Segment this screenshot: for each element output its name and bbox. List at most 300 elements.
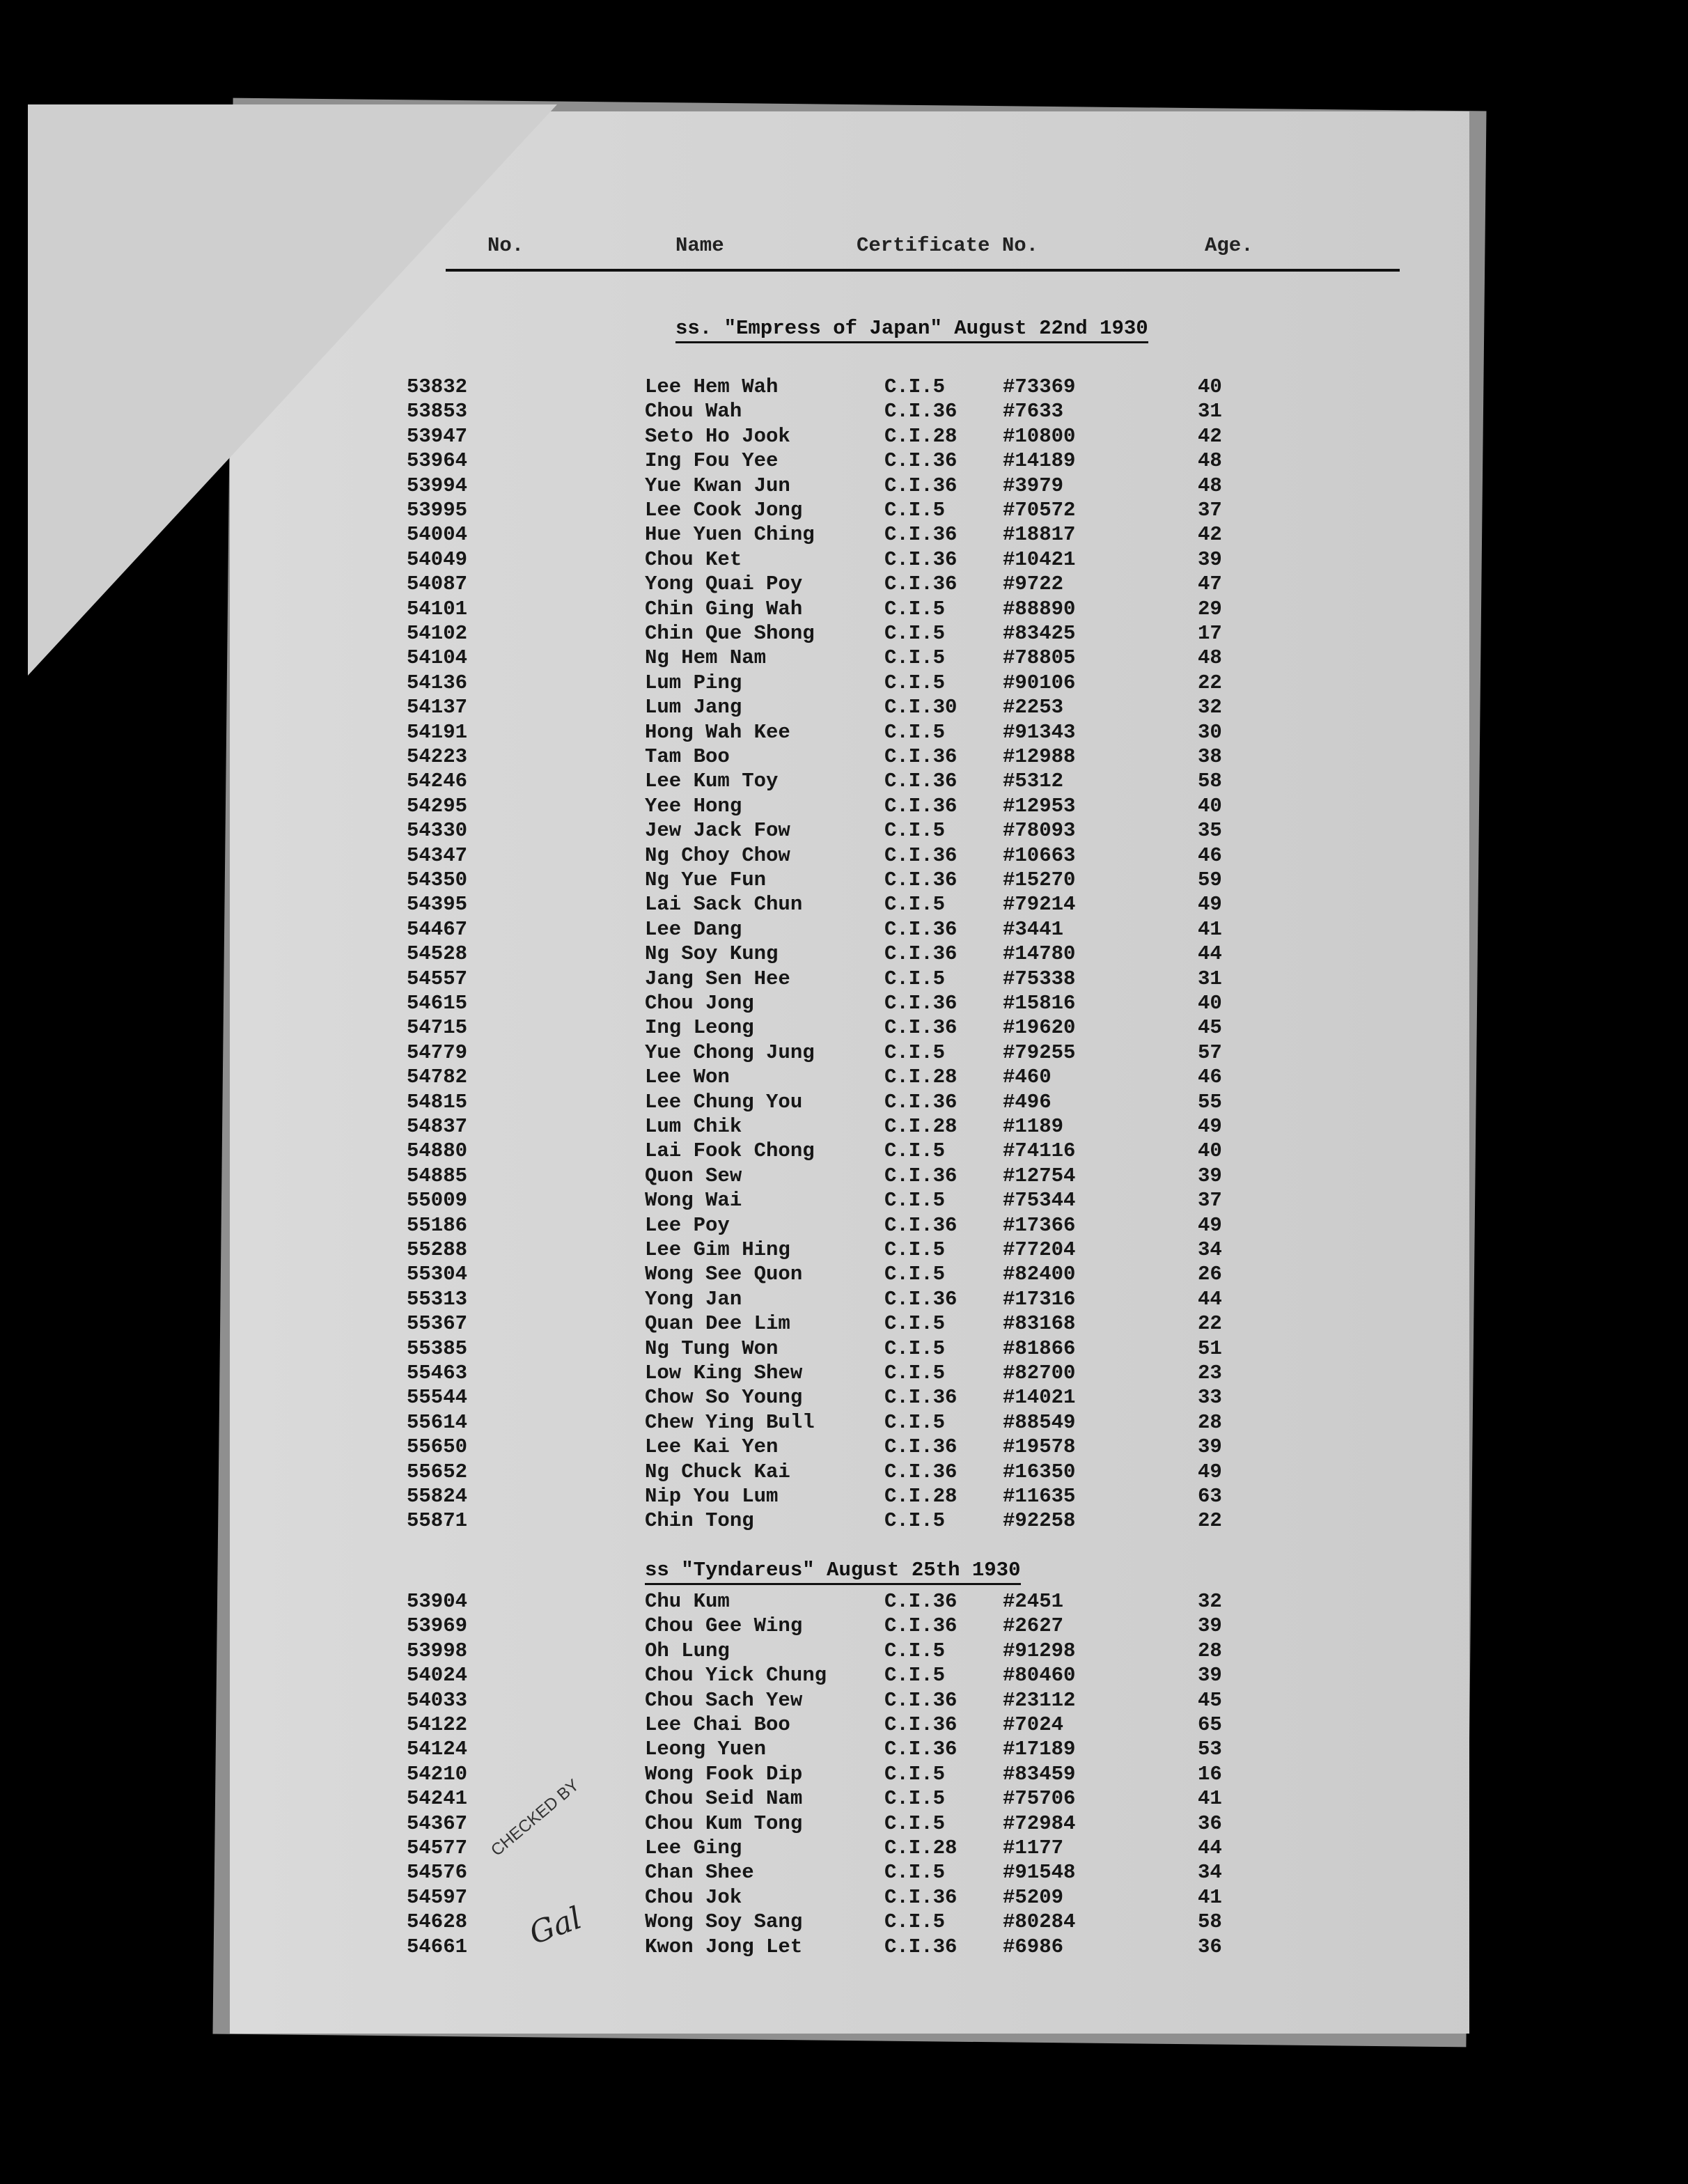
- record-number: 54837: [407, 1115, 468, 1138]
- record-number: 54576: [407, 1861, 468, 1885]
- record-number: 54577: [407, 1836, 468, 1859]
- record-number: 54779: [407, 1040, 468, 1064]
- record-number: 54124: [407, 1738, 468, 1761]
- age: 47: [1198, 572, 1222, 596]
- certificate-number: #7633: [1003, 400, 1064, 423]
- person-name: Lee Kai Yen: [645, 1435, 779, 1459]
- age: 40: [1198, 794, 1222, 818]
- age: 23: [1198, 1362, 1222, 1384]
- person-name: Yue Chong Jung: [645, 1040, 815, 1064]
- person-name: Ng Choy Chow: [645, 843, 790, 867]
- certificate-number: #16350: [1003, 1460, 1076, 1483]
- ci-class: C.I.5: [884, 597, 946, 621]
- age: 17: [1198, 622, 1222, 645]
- record-number: 54330: [407, 819, 468, 843]
- record-row: [0, 375, 1688, 399]
- record-number: 53964: [407, 449, 468, 473]
- handwritten-initials: Gal: [524, 1900, 586, 1952]
- record-row: [0, 1090, 1688, 1114]
- age: 40: [1198, 375, 1222, 398]
- record-number: 54367: [407, 1811, 468, 1835]
- certificate-number: #19578: [1003, 1435, 1076, 1459]
- person-name: Lai Fook Chong: [645, 1139, 815, 1163]
- ci-class: C.I.28: [884, 424, 958, 448]
- certificate-number: #88549: [1003, 1410, 1076, 1434]
- record-number: 54350: [407, 868, 468, 891]
- record-number: 54210: [407, 1762, 468, 1786]
- age: 32: [1198, 1590, 1222, 1613]
- ci-class: C.I.5: [884, 499, 946, 522]
- person-name: Yong Quai Poy: [645, 572, 803, 596]
- age: 40: [1198, 992, 1222, 1015]
- person-name: Wong Soy Sang: [645, 1910, 803, 1934]
- age: 34: [1198, 1861, 1222, 1885]
- record-row: [0, 474, 1688, 498]
- ci-class: C.I.36: [884, 1016, 958, 1040]
- age: 45: [1198, 1688, 1222, 1712]
- record-number: 54628: [407, 1910, 468, 1934]
- record-row: [0, 522, 1688, 547]
- record-number: 53969: [407, 1614, 468, 1638]
- certificate-number: #10421: [1003, 547, 1076, 571]
- record-row: [0, 646, 1688, 670]
- record-number: 54223: [407, 745, 468, 768]
- person-name: Lee Chai Boo: [645, 1713, 790, 1736]
- person-name: Chew Ying Bull: [645, 1410, 815, 1434]
- record-number: 54347: [407, 843, 468, 867]
- certificate-number: #23112: [1003, 1688, 1076, 1712]
- record-number: 54024: [407, 1664, 468, 1687]
- age: 51: [1198, 1336, 1222, 1360]
- ci-class: C.I.28: [884, 1115, 958, 1138]
- age: 39: [1198, 1164, 1222, 1187]
- record-row: [0, 1614, 1688, 1638]
- ci-class: C.I.5: [884, 893, 946, 916]
- ci-class: C.I.36: [884, 1090, 958, 1114]
- age: 41: [1198, 917, 1222, 941]
- ci-class: C.I.36: [884, 942, 958, 966]
- person-name: Chou Yick Chung: [645, 1664, 827, 1687]
- person-name: Ng Soy Kung: [645, 942, 779, 966]
- record-number: 54395: [407, 893, 468, 916]
- record-number: 53994: [407, 474, 468, 497]
- certificate-number: #6986: [1003, 1935, 1064, 1958]
- age: 55: [1198, 1090, 1222, 1114]
- record-number: 55009: [407, 1189, 468, 1212]
- ci-class: C.I.30: [884, 696, 958, 719]
- ci-class: C.I.5: [884, 1811, 946, 1835]
- record-number: 54782: [407, 1066, 468, 1089]
- record-row: [0, 1811, 1688, 1836]
- age: 44: [1198, 942, 1222, 966]
- certificate-number: #19620: [1003, 1016, 1076, 1040]
- person-name: Chou Jok: [645, 1885, 742, 1909]
- age: 38: [1198, 745, 1222, 768]
- ci-class: C.I.36: [884, 547, 958, 571]
- ci-class: C.I.36: [884, 400, 958, 423]
- certificate-number: #72984: [1003, 1811, 1076, 1835]
- certificate-number: #11635: [1003, 1485, 1076, 1508]
- record-row: [0, 1410, 1688, 1435]
- record-number: 54136: [407, 671, 468, 694]
- record-row: [0, 967, 1688, 991]
- age: 45: [1198, 1016, 1222, 1040]
- ci-class: C.I.36: [884, 1590, 958, 1613]
- person-name: Lum Jang: [645, 696, 742, 719]
- age: 37: [1198, 499, 1222, 522]
- checked-by-stamp: CHECKED BY: [487, 1775, 583, 1860]
- ci-class: C.I.5: [884, 1664, 946, 1687]
- record-number: 54033: [407, 1688, 468, 1712]
- record-row: [0, 448, 1688, 473]
- ci-class: C.I.36: [884, 1614, 958, 1638]
- record-row: [0, 597, 1688, 621]
- certificate-number: #81866: [1003, 1336, 1076, 1360]
- age: 44: [1198, 1287, 1222, 1311]
- certificate-number: #83168: [1003, 1312, 1076, 1336]
- person-name: Nip You Lum: [645, 1485, 779, 1508]
- record-row: [0, 1065, 1688, 1089]
- record-number: 53947: [407, 424, 468, 448]
- record-row: [0, 1040, 1688, 1065]
- person-name: Lee Ging: [645, 1836, 742, 1859]
- certificate-number: #83425: [1003, 622, 1076, 645]
- ci-class: C.I.5: [884, 1910, 946, 1934]
- age: 31: [1198, 400, 1222, 423]
- age: 29: [1198, 597, 1222, 621]
- column-headers: [0, 234, 1688, 269]
- certificate-number: #2627: [1003, 1614, 1064, 1638]
- record-number: 54122: [407, 1713, 468, 1736]
- record-row: [0, 1114, 1688, 1139]
- age: 39: [1198, 1664, 1222, 1687]
- age: 40: [1198, 1139, 1222, 1163]
- record-row: [0, 942, 1688, 966]
- person-name: Wong Wai: [645, 1189, 742, 1212]
- record-number: 55614: [407, 1410, 468, 1434]
- record-number: 55650: [407, 1435, 468, 1459]
- certificate-number: #14780: [1003, 942, 1076, 966]
- ci-class: C.I.36: [884, 868, 958, 891]
- certificate-number: #2451: [1003, 1590, 1064, 1613]
- record-row: [0, 498, 1688, 522]
- record-number: 53995: [407, 499, 468, 522]
- ci-class: C.I.36: [884, 1713, 958, 1736]
- ci-class: C.I.36: [884, 794, 958, 818]
- certificate-number: #73369: [1003, 375, 1076, 398]
- age: 22: [1198, 671, 1222, 694]
- person-name: Wong Fook Dip: [645, 1762, 803, 1786]
- ci-class: C.I.5: [884, 1312, 946, 1336]
- record-row: [0, 744, 1688, 769]
- record-row: [0, 1688, 1688, 1713]
- certificate-number: #91298: [1003, 1639, 1076, 1662]
- ci-class: C.I.36: [884, 745, 958, 768]
- record-row: [0, 1836, 1688, 1860]
- ci-class: C.I.36: [884, 917, 958, 941]
- person-name: Lee Kum Toy: [645, 770, 779, 793]
- certificate-number: #80460: [1003, 1664, 1076, 1687]
- ci-class: C.I.5: [884, 819, 946, 843]
- record-row: [0, 1385, 1688, 1410]
- person-name: Low King Shew: [645, 1362, 803, 1384]
- person-name: Yue Kwan Jun: [645, 474, 790, 497]
- person-name: Lum Ping: [645, 671, 742, 694]
- person-name: Yee Hong: [645, 794, 742, 818]
- ci-class: C.I.5: [884, 1238, 946, 1261]
- age: 48: [1198, 449, 1222, 473]
- certificate-number: #92258: [1003, 1509, 1076, 1533]
- record-row: [0, 769, 1688, 793]
- certificate-number: #74116: [1003, 1139, 1076, 1163]
- person-name: Lee Gim Hing: [645, 1238, 790, 1261]
- record-row: [0, 1910, 1688, 1934]
- certificate-number: #9722: [1003, 572, 1064, 596]
- record-number: 54241: [407, 1787, 468, 1811]
- age: 42: [1198, 523, 1222, 547]
- person-name: Ng Hem Nam: [645, 646, 767, 670]
- record-row: [0, 1460, 1688, 1484]
- record-row: [0, 1139, 1688, 1163]
- record-row: [0, 1737, 1688, 1761]
- record-number: 54615: [407, 992, 468, 1015]
- certificate-number: #10663: [1003, 843, 1076, 867]
- age: 42: [1198, 424, 1222, 448]
- record-number: 55871: [407, 1509, 468, 1533]
- record-row: [0, 695, 1688, 719]
- person-name: Seto Ho Jook: [645, 424, 790, 448]
- ci-class: C.I.36: [884, 474, 958, 497]
- record-row: [0, 621, 1688, 646]
- record-number: 54528: [407, 942, 468, 966]
- record-number: 55313: [407, 1287, 468, 1311]
- ci-class: C.I.5: [884, 1139, 946, 1163]
- certificate-number: #3979: [1003, 474, 1064, 497]
- age: 44: [1198, 1836, 1222, 1859]
- certificate-number: #82400: [1003, 1263, 1076, 1286]
- record-row: [0, 1188, 1688, 1212]
- certificate-number: #1189: [1003, 1115, 1064, 1138]
- record-number: 53853: [407, 400, 468, 423]
- certificate-number: #15270: [1003, 868, 1076, 891]
- age: 39: [1198, 547, 1222, 571]
- person-name: Ng Tung Won: [645, 1336, 779, 1360]
- certificate-number: #14189: [1003, 449, 1076, 473]
- record-number: 55288: [407, 1238, 468, 1261]
- record-row: [0, 1238, 1688, 1262]
- person-name: Lum Chik: [645, 1115, 742, 1138]
- age: 65: [1198, 1713, 1222, 1736]
- ci-class: C.I.36: [884, 1688, 958, 1712]
- ci-class: C.I.36: [884, 1287, 958, 1311]
- person-name: Chou Sach Yew: [645, 1688, 803, 1712]
- person-name: Ing Leong: [645, 1016, 754, 1040]
- record-row: [0, 818, 1688, 843]
- record-row: [0, 843, 1688, 868]
- age: 22: [1198, 1312, 1222, 1336]
- age: 59: [1198, 868, 1222, 891]
- ci-class: C.I.36: [884, 843, 958, 867]
- ci-class: C.I.5: [884, 1362, 946, 1384]
- record-row: [0, 1713, 1688, 1737]
- record-number: 54661: [407, 1935, 468, 1958]
- record-row: [0, 1508, 1688, 1533]
- ci-class: C.I.5: [884, 967, 946, 990]
- record-row: [0, 547, 1688, 572]
- record-row: [0, 1639, 1688, 1663]
- ci-class: C.I.5: [884, 622, 946, 645]
- age: 33: [1198, 1386, 1222, 1410]
- person-name: Lee Poy: [645, 1213, 730, 1237]
- age: 31: [1198, 967, 1222, 990]
- record-number: 55463: [407, 1362, 468, 1384]
- record-number: 54087: [407, 572, 468, 596]
- certificate-number: #18817: [1003, 523, 1076, 547]
- record-number: 55385: [407, 1336, 468, 1360]
- record-number: 54467: [407, 917, 468, 941]
- person-name: Oh Lung: [645, 1639, 730, 1662]
- record-row: [0, 572, 1688, 596]
- certificate-number: #12754: [1003, 1164, 1076, 1187]
- age: 36: [1198, 1811, 1222, 1835]
- person-name: Chan Shee: [645, 1861, 754, 1885]
- record-number: 53832: [407, 375, 468, 398]
- ci-class: C.I.5: [884, 1189, 946, 1212]
- record-row: [0, 1786, 1688, 1811]
- certificate-number: #496: [1003, 1090, 1052, 1114]
- ci-class: C.I.5: [884, 1263, 946, 1286]
- certificate-number: #79255: [1003, 1040, 1076, 1064]
- certificate-number: #90106: [1003, 671, 1076, 694]
- record-number: 55652: [407, 1460, 468, 1483]
- age: 46: [1198, 843, 1222, 867]
- ci-class: C.I.5: [884, 720, 946, 744]
- ci-class: C.I.36: [884, 770, 958, 793]
- certificate-number: #80284: [1003, 1910, 1076, 1934]
- record-row: [0, 1589, 1688, 1614]
- person-name: Chou Jong: [645, 992, 754, 1015]
- person-name: Jang Sen Hee: [645, 967, 790, 990]
- record-number: 54246: [407, 770, 468, 793]
- ci-class: C.I.5: [884, 1040, 946, 1064]
- record-row: [0, 1885, 1688, 1910]
- certificate-number: #5209: [1003, 1885, 1064, 1909]
- ci-class: C.I.36: [884, 572, 958, 596]
- person-name: Chow So Young: [645, 1386, 803, 1410]
- ci-class: C.I.5: [884, 671, 946, 694]
- person-name: Quan Dee Lim: [645, 1312, 790, 1336]
- record-row: [0, 1860, 1688, 1885]
- person-name: Wong See Quon: [645, 1263, 803, 1286]
- ci-class: C.I.5: [884, 1787, 946, 1811]
- record-number: 55824: [407, 1485, 468, 1508]
- header-rule: [446, 269, 1400, 272]
- person-name: Chu Kum: [645, 1590, 730, 1613]
- record-number: 53998: [407, 1639, 468, 1662]
- age: 49: [1198, 1460, 1222, 1483]
- header-name: Name: [675, 234, 724, 257]
- record-row: [0, 1336, 1688, 1361]
- person-name: Hong Wah Kee: [645, 720, 790, 744]
- person-name: Chou Kum Tong: [645, 1811, 803, 1835]
- ci-class: C.I.36: [884, 1738, 958, 1761]
- person-name: Ng Chuck Kai: [645, 1460, 790, 1483]
- age: 53: [1198, 1738, 1222, 1761]
- ci-class: C.I.28: [884, 1066, 958, 1089]
- person-name: Lee Cook Jong: [645, 499, 803, 522]
- certificate-number: #7024: [1003, 1713, 1064, 1736]
- record-row: [0, 1262, 1688, 1286]
- certificate-number: #10800: [1003, 424, 1076, 448]
- certificate-number: #82700: [1003, 1362, 1076, 1384]
- ci-class: C.I.28: [884, 1836, 958, 1859]
- person-name: Chou Ket: [645, 547, 742, 571]
- certificate-number: #460: [1003, 1066, 1052, 1089]
- ci-class: C.I.5: [884, 1861, 946, 1885]
- record-row: [0, 1311, 1688, 1336]
- ci-class: C.I.36: [884, 1935, 958, 1958]
- record-row: [0, 671, 1688, 695]
- certificate-number: #17366: [1003, 1213, 1076, 1237]
- certificate-number: #2253: [1003, 696, 1064, 719]
- record-number: 53904: [407, 1590, 468, 1613]
- record-row: [0, 1484, 1688, 1508]
- record-number: 55186: [407, 1213, 468, 1237]
- ci-class: C.I.36: [884, 1885, 958, 1909]
- person-name: Hue Yuen Ching: [645, 523, 815, 547]
- person-name: Ng Yue Fun: [645, 868, 767, 891]
- person-name: Lai Sack Chun: [645, 893, 803, 916]
- record-row: [0, 399, 1688, 423]
- record-row: [0, 1935, 1688, 1959]
- record-row: [0, 917, 1688, 942]
- record-row: [0, 794, 1688, 818]
- certificate-number: #77204: [1003, 1238, 1076, 1261]
- certificate-number: #75338: [1003, 967, 1076, 990]
- ci-class: C.I.5: [884, 375, 946, 398]
- person-name: Quon Sew: [645, 1164, 742, 1187]
- certificate-number: #12953: [1003, 794, 1076, 818]
- ci-class: C.I.5: [884, 1336, 946, 1360]
- ci-class: C.I.36: [884, 1164, 958, 1187]
- certificate-number: #17316: [1003, 1287, 1076, 1311]
- certificate-number: #75344: [1003, 1189, 1076, 1212]
- person-name: Yong Jan: [645, 1287, 742, 1311]
- record-number: 54101: [407, 597, 468, 621]
- record-number: 54102: [407, 622, 468, 645]
- age: 34: [1198, 1238, 1222, 1261]
- certificate-number: #17189: [1003, 1738, 1076, 1761]
- record-number: 54191: [407, 720, 468, 744]
- record-row: [0, 1435, 1688, 1459]
- age: 41: [1198, 1787, 1222, 1811]
- ci-class: C.I.5: [884, 1410, 946, 1434]
- certificate-number: #15816: [1003, 992, 1076, 1015]
- person-name: Chou Wah: [645, 400, 742, 423]
- ci-class: C.I.36: [884, 992, 958, 1015]
- record-number: 54880: [407, 1139, 468, 1163]
- certificate-number: #91343: [1003, 720, 1076, 744]
- ci-class: C.I.5: [884, 1509, 946, 1533]
- age: 48: [1198, 646, 1222, 670]
- header-record-no: No.: [487, 234, 524, 257]
- ci-class: C.I.28: [884, 1485, 958, 1508]
- age: 28: [1198, 1410, 1222, 1434]
- record-number: 54597: [407, 1885, 468, 1909]
- record-row: [0, 1164, 1688, 1188]
- record-row: [0, 868, 1688, 892]
- ci-class: C.I.5: [884, 646, 946, 670]
